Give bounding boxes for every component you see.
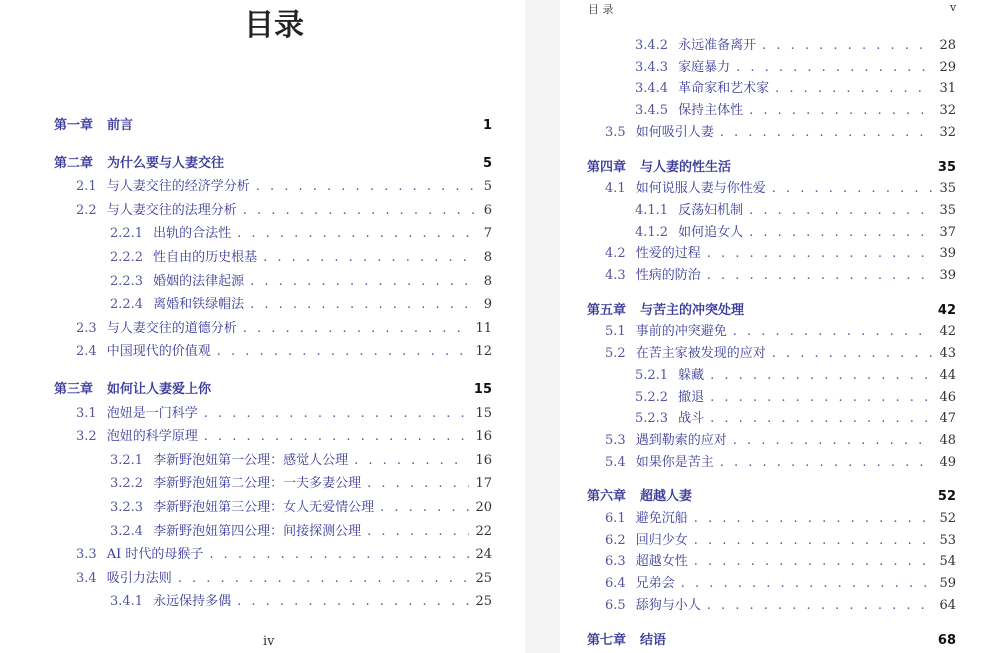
toc-entry-number: 2.2.1	[110, 226, 144, 242]
toc-entry-subsection[interactable]	[110, 293, 492, 313]
toc-entry-subsection[interactable]	[635, 364, 956, 384]
toc-entry-page: 5	[483, 179, 492, 195]
toc-entry-title: 与人妻交往的经济学分析	[106, 179, 250, 195]
toc-entry-number: 5.2.3	[635, 411, 669, 427]
toc-entry-title: 结语	[640, 632, 667, 648]
toc-entry-number: 3.2	[76, 429, 97, 445]
dot-leader	[243, 321, 470, 336]
toc-entry-subsection[interactable]	[635, 221, 956, 241]
dot-leader	[354, 453, 469, 468]
toc-entry-number: 5.1	[605, 324, 626, 340]
toc-entry-page: 37	[939, 224, 956, 240]
toc-entry-subsection[interactable]	[635, 407, 956, 427]
toc-entry-number: 3.2.4	[110, 523, 144, 539]
toc-entry-number: 2.2.2	[110, 250, 144, 265]
toc-entry-page: 44	[939, 367, 956, 383]
toc-entry-section[interactable]	[605, 529, 956, 549]
toc-entry-section[interactable]	[605, 177, 956, 197]
toc-entry-subsection[interactable]	[635, 199, 956, 219]
toc-entry-number: 第三章	[54, 382, 94, 397]
dot-leader	[250, 297, 478, 312]
dot-leader	[217, 344, 470, 359]
dot-leader	[367, 476, 469, 491]
toc-entry-number: 4.1.2	[635, 224, 669, 240]
dot-leader	[367, 524, 469, 539]
dot-leader	[720, 125, 934, 140]
toc-entry-subsection[interactable]	[110, 246, 492, 266]
toc-entry-title: 事前的冲突避免	[635, 324, 727, 340]
dot-leader	[733, 433, 934, 448]
toc-entry-number: 3.4	[76, 570, 97, 586]
toc-entry-subsection[interactable]	[635, 56, 956, 76]
toc-entry-section[interactable]	[605, 594, 956, 614]
toc-entry-number: 4.2	[605, 246, 626, 262]
toc-entry-section[interactable]	[76, 317, 492, 337]
toc-entry-subsection[interactable]	[110, 222, 492, 242]
toc-entry-page: 42	[939, 324, 956, 340]
toc-entry-title: 李新野泡妞第三公理：女人无爱情公理	[153, 500, 375, 515]
toc-entry-section[interactable]	[76, 199, 492, 219]
toc-entry-number: 3.4.3	[635, 59, 669, 75]
toc-entry-number: 5.2.1	[635, 367, 669, 383]
toc-entry-number: 4.1	[605, 181, 626, 197]
toc-entry-title: 躲藏	[678, 367, 705, 383]
toc-entry-number: 3.4.5	[635, 103, 669, 119]
toc-entry-subsection[interactable]	[635, 99, 956, 119]
toc-entry-number: 3.4.4	[635, 81, 669, 97]
toc-entry-number: 第四章	[587, 159, 627, 175]
toc-entry-title: 超越女性	[635, 554, 688, 570]
dot-leader	[178, 571, 470, 586]
toc-entry-section[interactable]	[605, 550, 956, 570]
toc-entry-page: 25	[475, 570, 492, 586]
toc-entry-page: 59	[939, 576, 956, 592]
dot-leader	[772, 346, 934, 361]
toc-entry-subsection[interactable]	[635, 34, 956, 54]
dot-leader	[707, 598, 934, 613]
toc-entry-page: 16	[475, 452, 492, 468]
toc-entry-number: 第一章	[54, 118, 94, 133]
toc-entry-number: 2.2.4	[110, 297, 144, 313]
toc-entry-number: 2.1	[76, 179, 97, 195]
toc-entry-page: 5	[482, 155, 492, 171]
toc-entry-page: 39	[939, 268, 956, 283]
toc-entry-number: 6.1	[605, 511, 626, 526]
dot-leader	[707, 268, 934, 283]
dot-leader	[749, 203, 933, 218]
dot-leader	[749, 103, 933, 118]
toc-entry-page: 12	[475, 344, 492, 360]
toc-entry-number: 4.1.1	[635, 202, 669, 218]
toc-entry-section[interactable]	[76, 543, 492, 563]
toc-entry-chapter[interactable]	[54, 152, 492, 172]
toc-entry-page: 9	[483, 297, 492, 313]
toc-entry-subsection[interactable]	[110, 520, 492, 540]
toc-entry-number: 5.2	[605, 346, 626, 362]
toc-entry-section[interactable]	[605, 320, 956, 340]
toc-entry-page: 53	[939, 532, 956, 548]
toc-entry-title: 离婚和铁绿帽法	[153, 297, 245, 313]
toc-entry-section[interactable]	[605, 242, 956, 262]
toc-entry-page: 24	[475, 547, 492, 563]
toc-entry-title: 家庭暴力	[678, 59, 731, 75]
toc-entry-number: 3.2.2	[110, 476, 144, 492]
toc-entry-title: 如何吸引人妻	[635, 124, 714, 140]
toc-entry-subsection[interactable]	[635, 77, 956, 97]
toc-entry-page: 64	[939, 597, 956, 613]
toc-entry-subsection[interactable]	[635, 386, 956, 406]
toc-entry-page: 68	[937, 632, 956, 648]
toc-entry-page: 49	[939, 454, 956, 470]
running-head-page: v	[950, 1, 957, 14]
dot-leader	[736, 60, 933, 75]
toc-entry-section[interactable]	[605, 429, 956, 449]
toc-entry-title: 与人妻的性生活	[640, 159, 732, 175]
dot-leader	[263, 250, 478, 265]
dot-leader	[237, 226, 478, 241]
toc-entry-title: 反荡妇机制	[678, 202, 744, 218]
toc-entry-title: 回归少女	[635, 532, 688, 548]
toc-entry-number: 2.3	[76, 320, 97, 336]
toc-entry-title: 与人妻交往的法理分析	[106, 202, 237, 218]
dot-leader	[237, 594, 469, 609]
toc-entry-title: 中国现代的价值观	[106, 344, 211, 360]
toc-entry-page: 15	[473, 382, 492, 397]
toc-entry-chapter[interactable]	[587, 629, 956, 649]
toc-entry-chapter[interactable]	[587, 299, 956, 319]
toc-entry-section[interactable]	[605, 451, 956, 471]
dot-leader	[380, 500, 469, 515]
toc-entry-title: 出轨的合法性	[153, 226, 232, 242]
toc-entry-page: 28	[939, 38, 956, 53]
dot-leader	[243, 203, 478, 218]
toc-entry-number: 2.4	[76, 344, 97, 360]
page-gutter	[525, 0, 560, 653]
toc-entry-title: 革命家和艺术家	[678, 81, 770, 97]
toc-entry-number: 5.4	[605, 454, 626, 470]
toc-entry-page: 35	[939, 202, 956, 218]
toc-entry-number: 6.3	[605, 554, 626, 570]
toc-entry-title: 如何说服人妻与你性爱	[635, 181, 766, 197]
toc-entry-title: 与苦主的冲突处理	[640, 302, 745, 318]
toc-entry-section[interactable]	[76, 425, 492, 445]
dot-leader	[256, 179, 478, 194]
toc-entry-page: 47	[939, 411, 956, 427]
dot-leader	[710, 411, 933, 426]
toc-entry-page: 11	[475, 320, 492, 336]
toc-entry-subsection[interactable]	[110, 472, 492, 492]
toc-entry-subsection[interactable]	[110, 590, 492, 610]
toc-entry-page: 46	[939, 389, 956, 405]
dot-leader	[250, 274, 478, 289]
toc-entry-page: 32	[939, 103, 956, 119]
toc-entry-subsection[interactable]	[110, 496, 492, 516]
toc-entry-number: 5.3	[605, 432, 626, 448]
toc-entry-title: 婚姻的法律起源	[153, 273, 245, 289]
toc-entry-number: 3.3	[76, 547, 97, 563]
toc-entry-title: 为什么要与人妻交往	[107, 155, 225, 171]
toc-entry-page: 52	[939, 511, 956, 526]
toc-entry-section[interactable]	[605, 121, 956, 141]
toc-entry-number: 3.2.3	[110, 500, 144, 515]
toc-entry-page: 1	[482, 118, 492, 133]
toc-entry-section[interactable]	[605, 572, 956, 592]
dot-leader	[694, 533, 934, 548]
toc-entry-title: 泡妞的科学原理	[106, 429, 198, 445]
toc-entry-title: 如果你是苦主	[635, 454, 714, 470]
toc-entry-title: 战斗	[678, 411, 705, 427]
toc-entry-page: 43	[939, 346, 956, 362]
toc-entry-title: 泡妞是一门科学	[106, 405, 198, 421]
running-head-title: 目 录	[588, 3, 614, 16]
toc-entry-page: 17	[475, 476, 492, 492]
toc-entry-number: 2.2.3	[110, 273, 144, 289]
dot-leader	[733, 324, 934, 339]
toc-entry-page: 16	[475, 429, 492, 445]
toc-entry-title: 在苦主家被发现的应对	[635, 346, 766, 362]
dot-leader	[710, 368, 933, 383]
toc-entry-page: 20	[475, 500, 492, 515]
toc-entry-page: 31	[939, 81, 956, 97]
toc-entry-number: 第五章	[587, 302, 627, 318]
toc-entry-page: 32	[939, 124, 956, 140]
toc-entry-title: 前言	[107, 118, 134, 133]
toc-entry-title: 撤退	[678, 389, 705, 405]
toc-entry-title: 如何让人妻爱上你	[107, 382, 212, 397]
toc-entry-page: 52	[937, 489, 956, 505]
dot-leader	[694, 511, 934, 526]
toc-entry-title: 性自由的历史根基	[153, 250, 258, 265]
dot-leader	[720, 455, 934, 470]
toc-entry-chapter[interactable]	[587, 156, 956, 176]
toc-entry-section[interactable]	[605, 507, 956, 527]
toc-entry-number: 第六章	[587, 489, 627, 505]
dot-leader	[694, 554, 934, 569]
toc-entry-number: 3.2.1	[110, 452, 144, 468]
dot-leader	[204, 429, 470, 444]
dot-leader	[775, 81, 933, 96]
toc-entry-title: 舔狗与小人	[635, 597, 701, 613]
toc-entry-title: 避免沉船	[635, 511, 688, 526]
toc-entry-title: 性病的防治	[635, 268, 701, 283]
toc-entry-section[interactable]	[605, 264, 956, 284]
toc-entry-page: 39	[939, 246, 956, 262]
toc-entry-number: 5.2.2	[635, 389, 669, 405]
right-page	[560, 0, 1000, 653]
toc-entry-title: 吸引力法则	[106, 570, 172, 586]
toc-entry-page: 22	[475, 523, 492, 539]
toc-entry-title: 李新野泡妞第一公理：感觉人公理	[153, 452, 349, 468]
dot-leader	[681, 576, 934, 591]
toc-entry-page: 7	[483, 226, 492, 242]
toc-entry-page: 35	[937, 159, 956, 175]
toc-entry-title: 超越人妻	[640, 489, 693, 505]
dot-leader	[749, 225, 933, 240]
toc-entry-subsection[interactable]	[110, 449, 492, 469]
toc-entry-number: 3.1	[76, 405, 97, 421]
toc-entry-page: 15	[475, 405, 492, 421]
toc-entry-number: 2.2	[76, 202, 97, 218]
dot-leader	[762, 38, 933, 53]
toc-entry-page: 8	[483, 273, 492, 289]
toc-entry-page: 54	[939, 554, 956, 570]
toc-entry-title: 保持主体性	[678, 103, 744, 119]
toc-entry-number: 3.4.1	[110, 594, 144, 610]
toc-entry-page: 35	[939, 181, 956, 197]
toc-entry-section[interactable]	[76, 402, 492, 422]
toc-entry-number: 3.4.2	[635, 38, 669, 53]
toc-entry-number: 第七章	[587, 632, 627, 648]
toc-entry-chapter[interactable]	[587, 485, 956, 505]
toc-entry-number: 第二章	[54, 155, 94, 171]
toc-entry-page: 8	[483, 250, 492, 265]
page-number-left: iv	[263, 634, 275, 649]
toc-entry-title: AI 时代的母猴子	[106, 547, 204, 563]
toc-entry-title: 李新野泡妞第四公理：间接探测公理	[153, 523, 362, 539]
toc-entry-title: 李新野泡妞第二公理：一夫多妻公理	[153, 476, 362, 492]
toc-entry-number: 6.5	[605, 597, 626, 613]
toc-entry-title: 永远准备离开	[678, 38, 757, 53]
toc-entry-page: 42	[937, 302, 956, 318]
toc-entry-title: 与人妻交往的道德分析	[106, 320, 237, 336]
toc-entry-section[interactable]	[76, 340, 492, 360]
toc-entry-page: 6	[483, 202, 492, 218]
dot-leader	[772, 181, 934, 196]
toc-entry-section[interactable]	[76, 175, 492, 195]
toc-entry-page: 25	[475, 594, 492, 610]
toc-title: 目录	[244, 8, 304, 43]
toc-entry-page: 48	[939, 432, 956, 448]
toc-entry-chapter[interactable]	[54, 114, 492, 134]
toc-entry-section[interactable]	[76, 567, 492, 587]
toc-entry-number: 6.2	[605, 532, 626, 548]
toc-entry-section[interactable]	[605, 342, 956, 362]
toc-entry-title: 永远保持多偶	[153, 594, 232, 610]
toc-entry-number: 6.4	[605, 576, 626, 592]
toc-entry-subsection[interactable]	[110, 270, 492, 290]
toc-entry-number: 4.3	[605, 268, 626, 283]
dot-leader	[707, 246, 934, 261]
toc-entry-chapter[interactable]	[54, 378, 492, 398]
dot-leader	[209, 547, 469, 562]
dot-leader	[204, 406, 470, 421]
toc-entry-number: 3.5	[605, 124, 626, 140]
dot-leader	[710, 390, 933, 405]
toc-entry-title: 性爱的过程	[635, 246, 701, 262]
toc-entry-title: 遇到勒索的应对	[635, 432, 727, 448]
toc-entry-title: 兄弟会	[635, 576, 675, 592]
toc-entry-title: 如何追女人	[678, 224, 744, 240]
toc-entry-page: 29	[939, 59, 956, 75]
